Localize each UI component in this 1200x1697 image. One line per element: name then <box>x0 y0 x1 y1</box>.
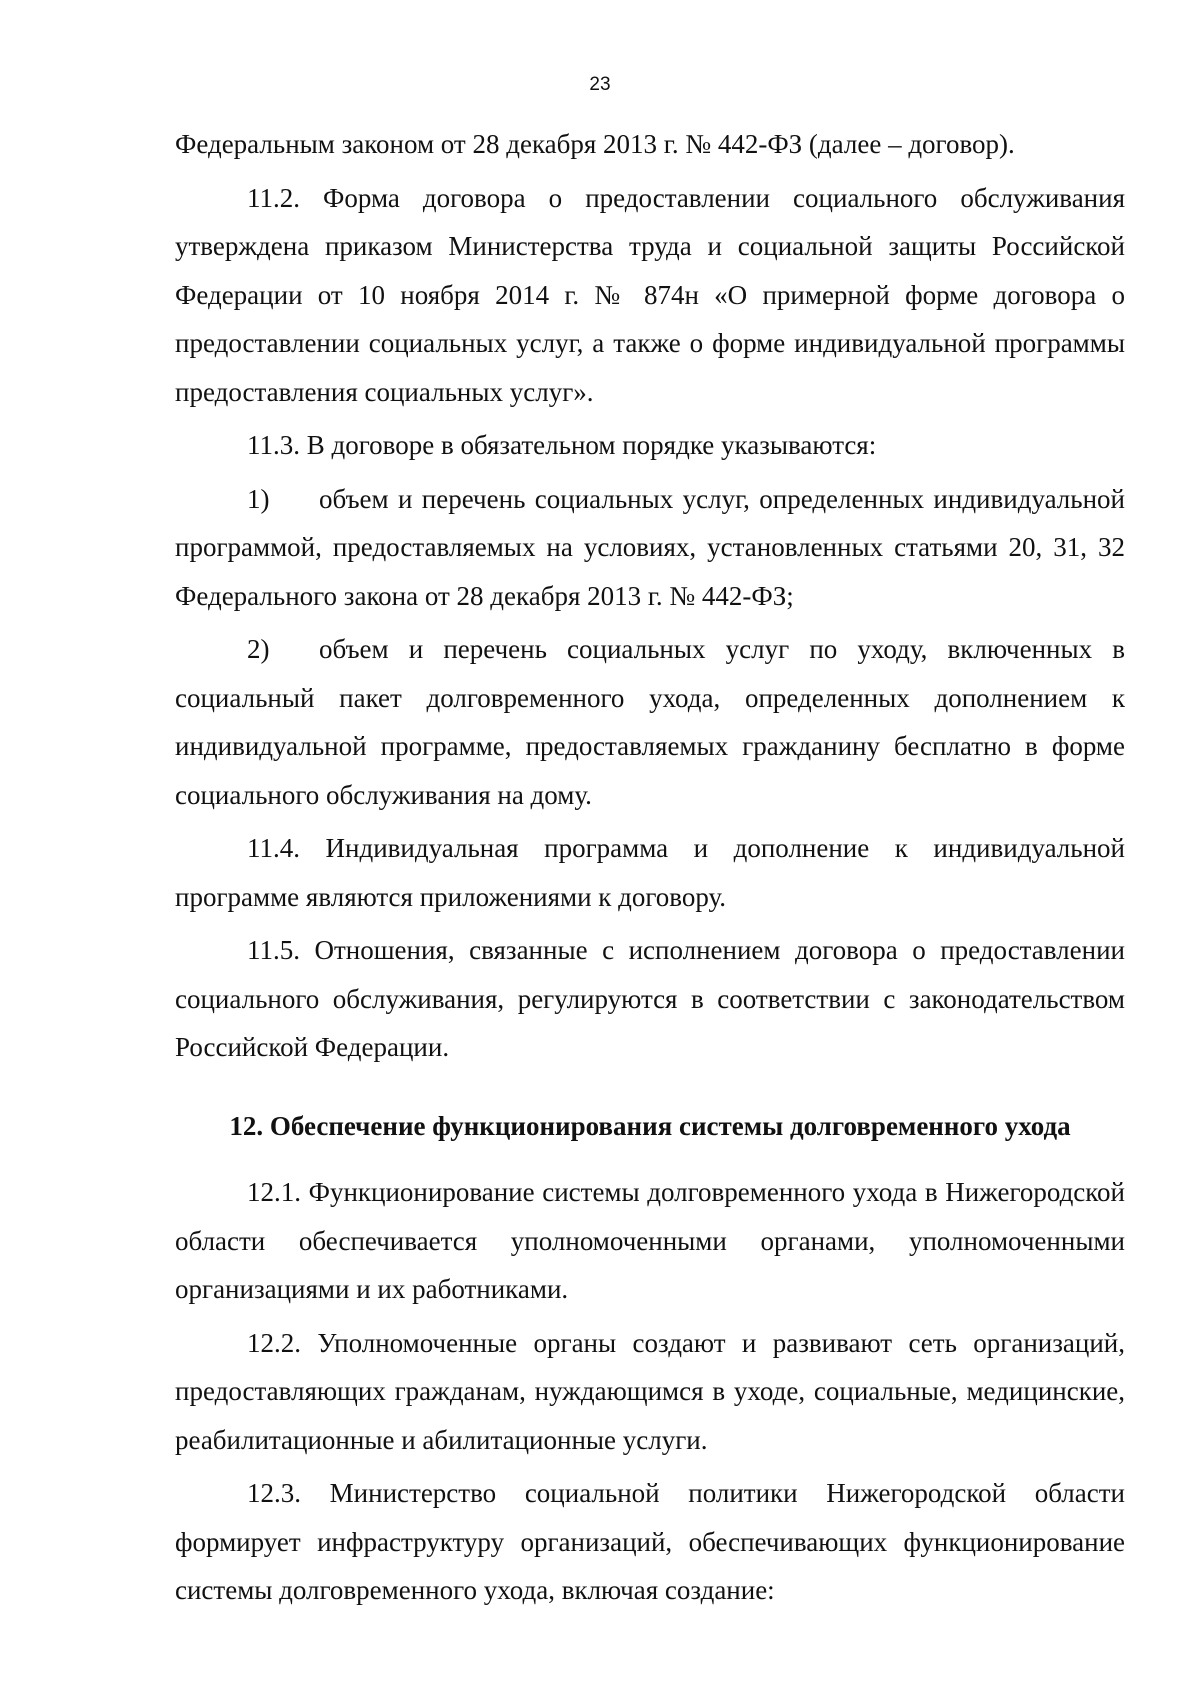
paragraph: Федеральным законом от 28 декабря 2013 г. № 442-ФЗ (далее – договор). <box>175 129 1015 159</box>
document-body <box>175 120 1125 1615</box>
paragraph-12-3: 12.3. Министерство социальной политики Нижегородской области формирует инфраструктуру организаций, обеспечивающих функционирование системы долговременного ухода, включая создание: <box>175 1478 1125 1605</box>
paragraph-11-2: 11.2. Форма договора о предоставлении социального обслуживания утверждена приказом Министерства труда и социальной защиты Российской Федерации от 10 ноября 2014 г. № 874н «О примерной форме договора о предоставлении социальных услуг, а также о форме индивидуальной программы предоставления социальных услуг». <box>175 182 1125 407</box>
list-item-text: объем и перечень социальных услуг, определенных индивидуальной программой, предоставляемых на условиях, установленных статьями 20, 31, 32 Федерального закона от 28 декабря 2013 г. № 442-ФЗ; <box>175 483 1125 611</box>
list-number: 1) <box>247 483 270 514</box>
list-item-2 <box>175 625 1125 819</box>
paragraph-11-4: 11.4. Индивидуальная программа и дополнение к индивидуальной программе являются приложениями к договору. <box>175 833 1125 912</box>
list-item-1 <box>175 475 1125 621</box>
list-item-text: объем и перечень социальных услуг по уходу, включенных в социальный пакет долговременного ухода, определенных дополнением к индивидуальной программе, предоставляемых гражданину бесплатно в форме социального обслуживания на дому. <box>175 634 1125 810</box>
paragraph-11-5: 11.5. Отношения, связанные с исполнением договора о предоставлении социального обслуживания, регулируются в соответствии с законодательством Российской Федерации. <box>175 935 1125 1062</box>
page-number: 23 <box>589 74 611 95</box>
list-number: 2) <box>247 634 270 664</box>
paragraph-12-2: 12.2. Уполномоченные органы создают и развивают сеть организаций, предоставляющих гражданам, нуждающимся в уходе, социальные, медицинские, реабилитационные и абилитационные услуги. <box>175 1327 1125 1455</box>
paragraph-11-3: 11.3. В договоре в обязательном порядке указываются: <box>247 430 877 460</box>
section-heading: 12. Обеспечение функционирования системы долговременного ухода <box>229 1110 1071 1141</box>
paragraph-12-1: 12.1. Функционирование системы долговременного ухода в Нижегородской области обеспечивается уполномоченными органами, уполномоченными организациями и их работниками. <box>175 1177 1125 1304</box>
